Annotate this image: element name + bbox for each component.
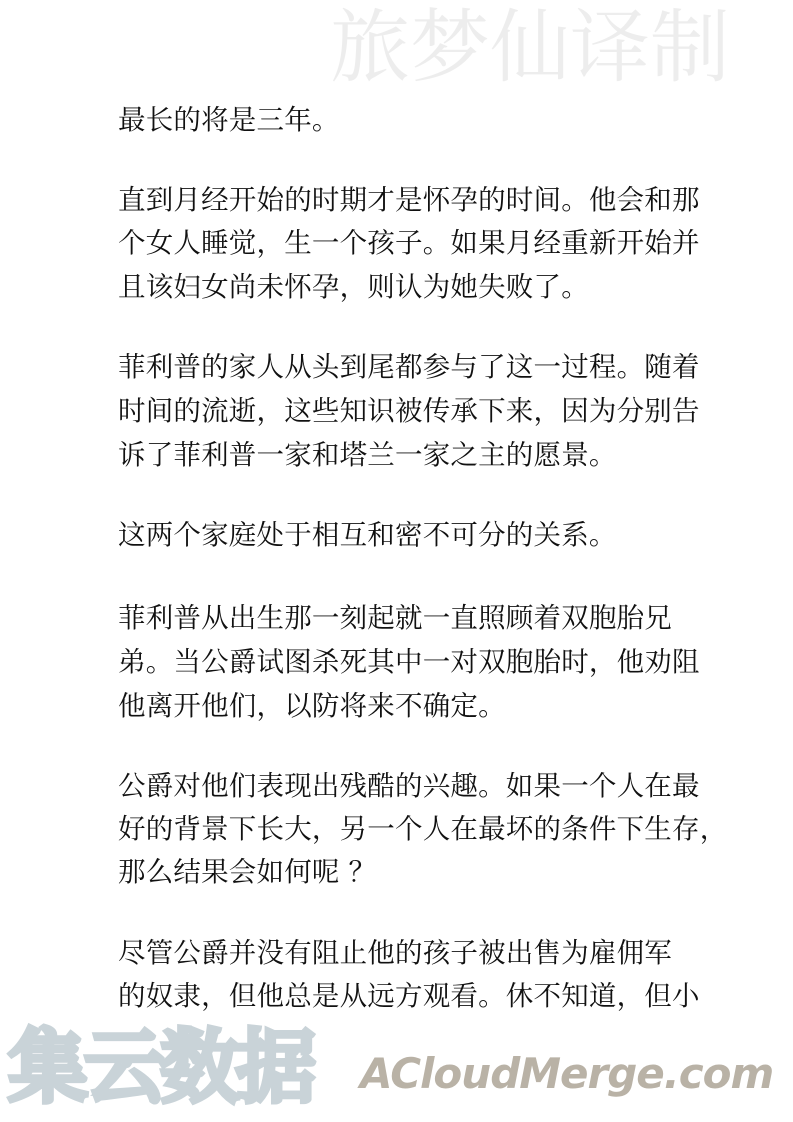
text-line: 菲利普从出生那一刻起就一直照顾着双胞胎兄 — [118, 602, 672, 634]
text-line: 时间的流逝，这些知识被传承下来，因为分别告 — [118, 395, 700, 427]
watermark-brand-cn: 集云数据 — [8, 1021, 312, 1114]
text-line: 好的背景下长大，另一个人在最坏的条件下生存， — [118, 813, 728, 845]
text-line: 最长的将是三年。 — [118, 104, 340, 136]
text-line: 个女人睡觉，生一个孩子。如果月经重新开始并 — [118, 227, 700, 259]
text-line: 公爵对他们表现出残酷的兴趣。如果一个人在最 — [118, 770, 700, 802]
watermark-translator: 旅梦仙译制 — [330, 1, 730, 94]
text-line: 的奴隶，但他总是从远方观看。休不知道，但小 — [118, 980, 700, 1012]
text-line: 直到月经开始的时期才是怀孕的时间。他会和那 — [118, 184, 700, 216]
text-line: 且该妇女尚未怀孕，则认为她失败了。 — [118, 271, 589, 303]
text-line: 诉了菲利普一家和塔兰一家之主的愿景。 — [118, 439, 617, 471]
watermark-brand-en: ACloudMerge.com — [360, 1049, 774, 1098]
text-line: 这两个家庭处于相互和密不可分的关系。 — [118, 519, 617, 551]
text-line: 菲利普的家人从头到尾都参与了这一过程。随着 — [118, 351, 700, 383]
text-line: 尽管公爵并没有阻止他的孩子被出售为雇佣军 — [118, 937, 672, 969]
text-line: 弟。当公爵试图杀死其中一对双胞胎时，他劝阻 — [118, 646, 700, 678]
text-line: 那么结果会如何呢 ？ — [118, 856, 377, 888]
text-line: 他离开他们，以防将来不确定。 — [118, 690, 506, 722]
